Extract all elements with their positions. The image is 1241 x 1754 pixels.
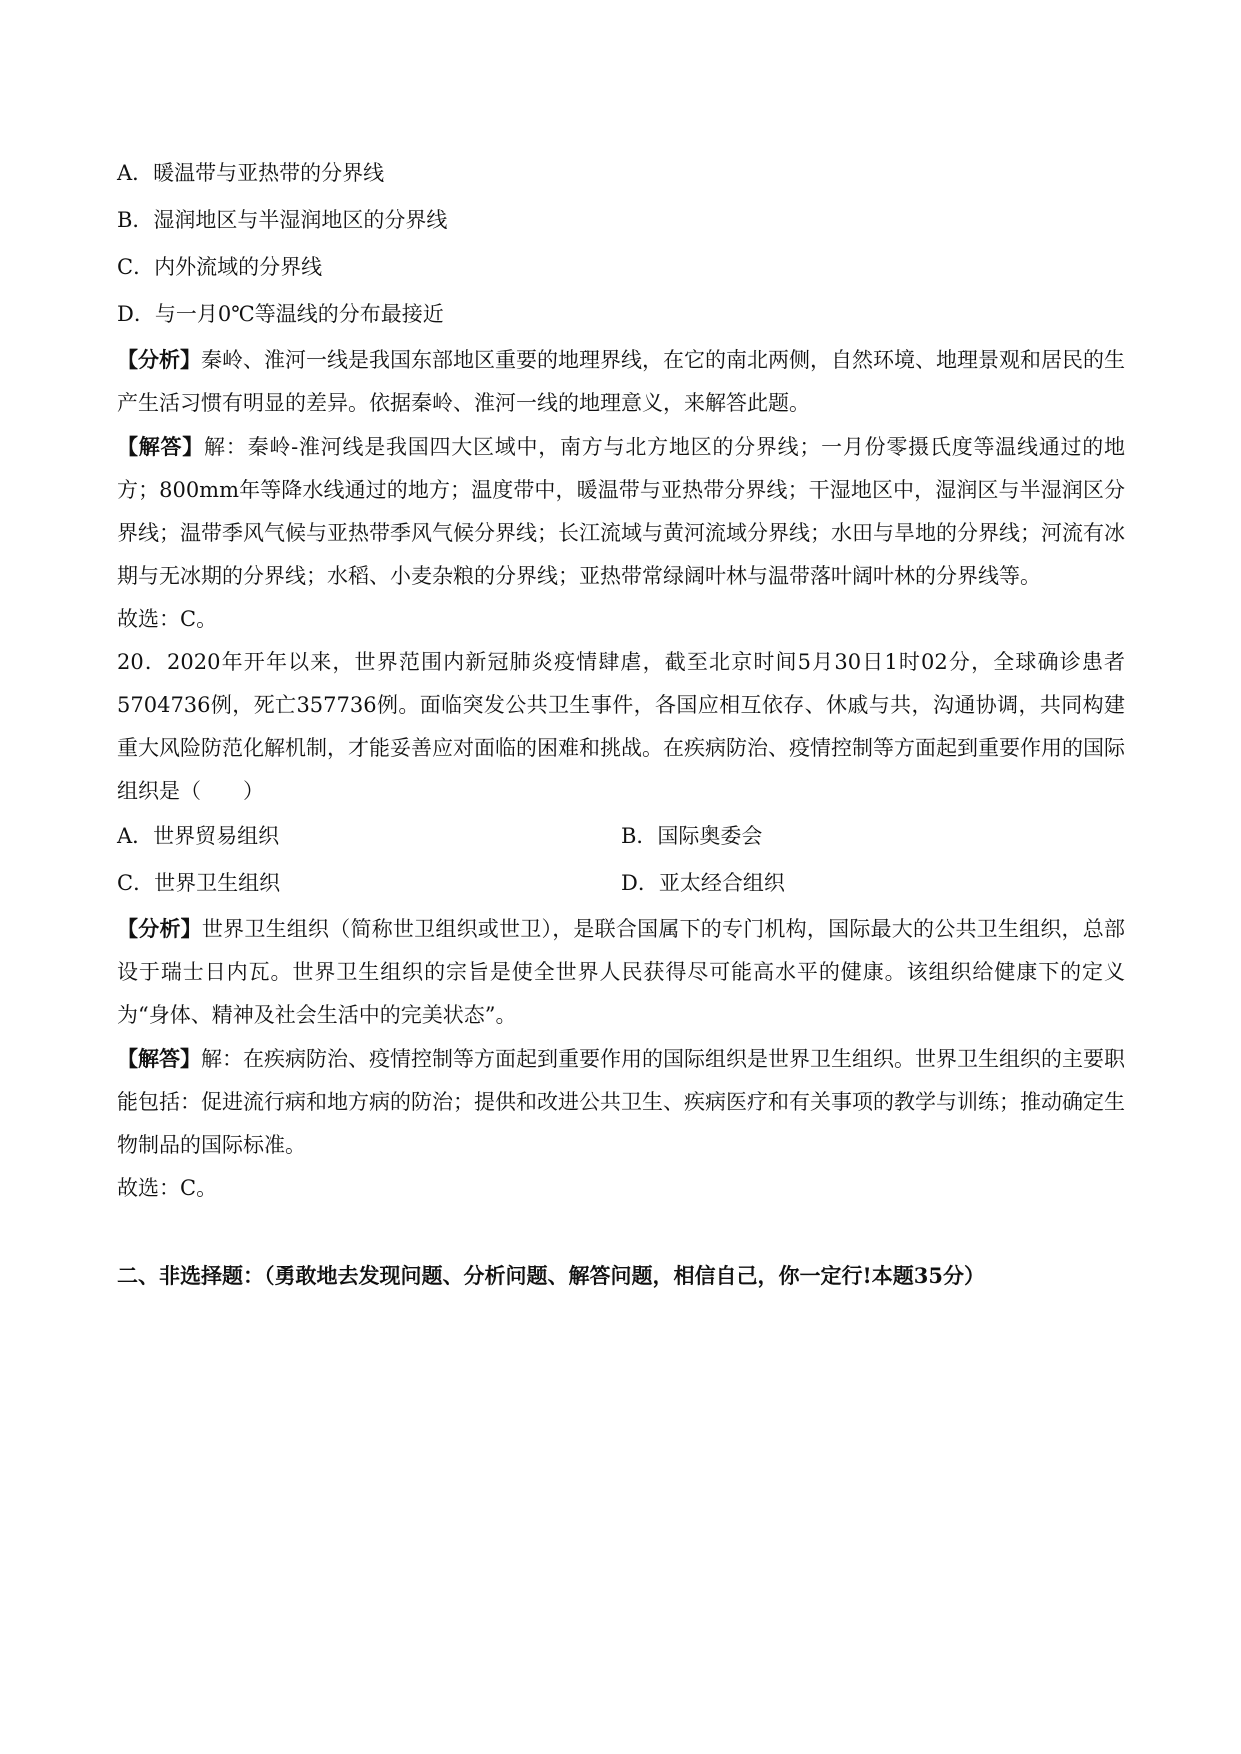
q20-option-d: D．亚太经合组织 <box>621 871 785 895</box>
q20-stem: 20．2020年开年以来，世界范围内新冠肺炎疫情肆虐，截至北京时间5月30日1时02分，全球确诊患者5704736例，死亡357736例。面临突发公共卫生事件，各国应相互依存、休戚与共，沟通协调，共同构建重大风险防范化解机制，才能妥善应对面临的困难和挑战。在疾病防治、疫情控制等方面起到重要作用的国际组织是（ ） <box>117 650 1125 803</box>
q20-option-b: B．国际奥委会 <box>621 824 763 848</box>
q19-answer <box>117 425 1125 598</box>
q19-analysis-text: 秦岭、淮河一线是我国东部地区重要的地理界线，在它的南北两侧，自然环境、地理景观和居民的生产生活习惯有明显的差异。依据秦岭、淮河一线的地理意义，来解答此题。 <box>117 348 1125 415</box>
q19-choice: 故选：C。 <box>117 607 218 631</box>
q19-option-a: A．暖温带与亚热带的分界线 <box>117 161 385 185</box>
q20-answer <box>117 1037 1125 1167</box>
section-2-title: 二、非选择题：（勇敢地去发现问题、分析问题、解答问题，相信自己，你一定行!本题35分） <box>117 1263 985 1288</box>
q19-analysis <box>117 338 1125 425</box>
q19-option-d: D．与一月0℃等温线的分布最接近 <box>117 302 444 326</box>
q19-answer-label: 【解答】 <box>117 434 205 459</box>
q20-analysis-text: 世界卫生组织（简称世卫组织或世卫），是联合国属下的专门机构，国际最大的公共卫生组织，总部设于瑞士日内瓦。世界卫生组织的宗旨是使全世界人民获得尽可能高水平的健康。该组织给健康下的定义为“身体、精神及社会生活中的完美状态”。 <box>117 917 1126 1027</box>
q19-option-c: C．内外流域的分界线 <box>117 255 323 279</box>
q20-analysis <box>117 907 1125 1037</box>
q19-option-b: B．湿润地区与半湿润地区的分界线 <box>117 208 448 232</box>
q20-options-row-2 <box>117 860 1125 907</box>
q20-option-c: C．世界卫生组织 <box>117 871 281 895</box>
q20-analysis-label: 【分析】 <box>117 916 202 941</box>
q20-answer-label: 【解答】 <box>117 1046 201 1071</box>
section-spacer <box>117 1210 1125 1254</box>
q20-choice: 故选：C。 <box>117 1176 218 1200</box>
page-content <box>117 150 1125 1297</box>
q20-options-row-1 <box>117 813 1125 860</box>
q19-answer-text: 解：秦岭-淮河线是我国四大区域中，南方与北方地区的分界线；一月份零摄氏度等温线通过的地方；800mm年等降水线通过的地方；温度带中，暖温带与亚热带分界线；干湿地区中，湿润区与半湿润区分界线；温带季风气候与亚热带季风气候分界线；长江流域与黄河流域分界线；水田与旱地的分界线；河流有冰期与无冰期的分界线；水稻、小麦杂粮的分界线；亚热带常绿阔叶林与温带落叶阔叶林的分界线等。 <box>117 435 1126 588</box>
q19-analysis-label: 【分析】 <box>117 347 201 372</box>
q20-answer-text: 解：在疾病防治、疫情控制等方面起到重要作用的国际组织是世界卫生组织。世界卫生组织的主要职能包括：促进流行病和地方病的防治；提供和改进公共卫生、疾病医疗和有关事项的教学与训练；推动确定生物制品的国际标准。 <box>117 1047 1125 1157</box>
q20-option-a: A．世界贸易组织 <box>117 824 280 848</box>
